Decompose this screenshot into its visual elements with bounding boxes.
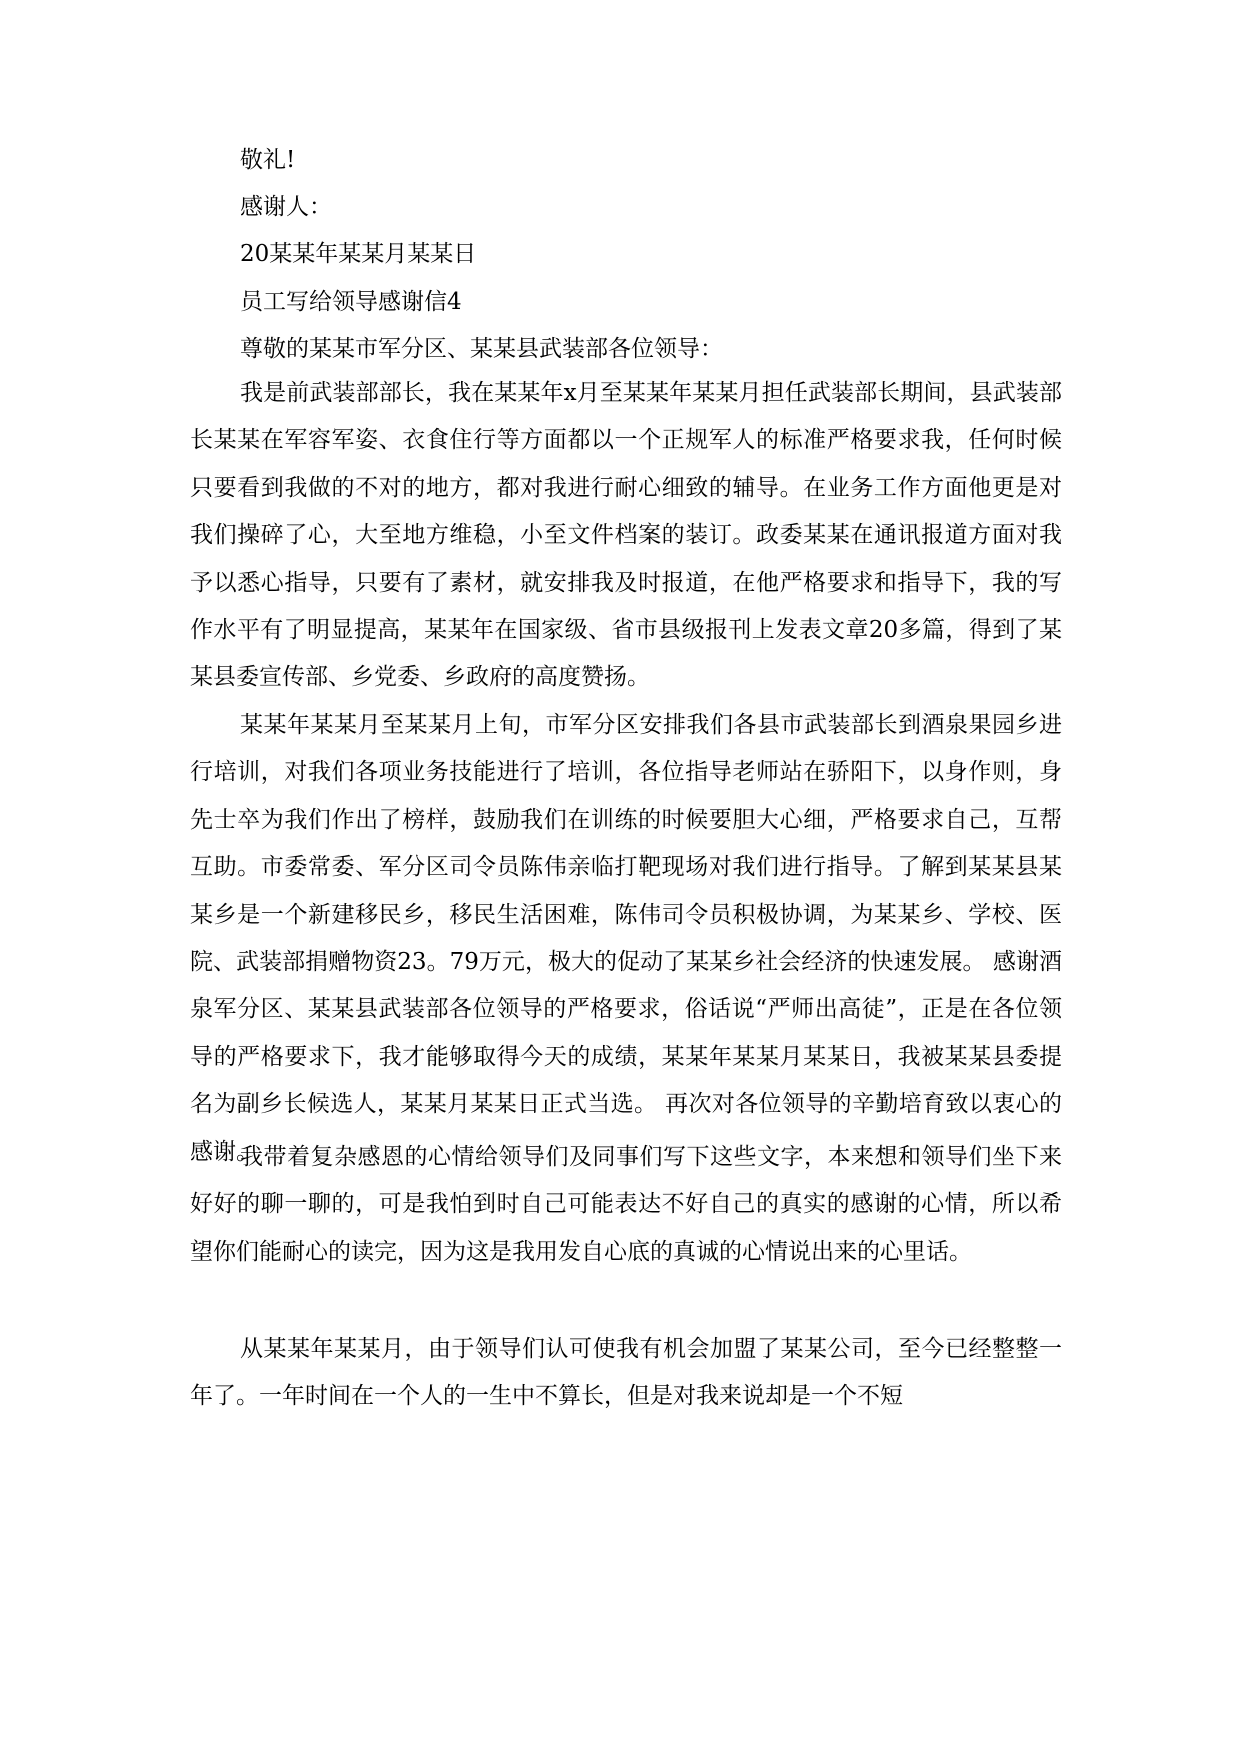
letter-date: 20某某年某某月某某日 <box>240 241 477 267</box>
letter-greeting: 尊敬的某某市军分区、某某县武装部各位领导： <box>240 336 723 362</box>
letter-title: 员工写给领导感谢信4 <box>240 289 462 315</box>
body-paragraph-3: 我带着复杂感恩的心情给领导们及同事们写下这些文字，本来想和领导们坐下来好好的聊一聊的，可是我怕到时自己可能表达不好自己的真实的感谢的心情，所以希望你们能耐心的读完，因为这是我用发自心底的真诚的心情说出来的心里话。 <box>190 1144 1062 1265</box>
thanker-label: 感谢人： <box>240 194 332 220</box>
body-paragraph-2: 某某年某某月至某某月上旬，市军分区安排我们各县市武装部长到酒泉果园乡进行培训，对我们各项业务技能进行了培训，各位指导老师站在骄阳下，以身作则，身先士卒为我们作出了榜样，鼓励我们在训练的时候要胆大心细，严格要求自己，互帮互助。市委常委、军分区司令员陈伟亲临打靶现场对我们进行指导。了解到某某县某某乡是一个新建移民乡，移民生活困难，陈伟司令员积极协调，为某某乡、学校、医院、武装部捐赠物资23。79万元，极大的促动了某某乡社会经济的快速发展。 感谢酒泉军分区、某某县武装部各位领导的严格要求，俗话说“严师出高徒”，正是在各位领导的严格要求下，我才能够取得今天的成绩，某某年某某月某某日，我被某某县委提名为副乡长候选人，某某月某某日正式当选。 再次对各位领导的辛勤培育致以衷心的感谢。 <box>190 712 1062 1165</box>
closing-salute: 敬礼! <box>240 147 296 173</box>
body-paragraph-1: 我是前武装部部长，我在某某年x月至某某年某某月担任武装部长期间，县武装部长某某在军容军姿、衣食住行等方面都以一个正规军人的标准严格要求我，任何时候只要看到我做的不对的地方，都对我进行耐心细致的辅导。在业务工作方面他更是对我们操碎了心，大至地方维稳，小至文件档案的装订。政委某某在通讯报道方面对我予以悉心指导，只要有了素材，就安排我及时报道，在他严格要求和指导下，我的写作水平有了明显提高，某某年在国家级、省市县级报刊上发表文章20多篇，得到了某某县委宣传部、乡党委、乡政府的高度赞扬。 <box>190 380 1062 691</box>
body-paragraph-4: 从某某年某某月，由于领导们认可使我有机会加盟了某某公司，至今已经整整一年了。一年时间在一个人的一生中不算长，但是对我来说却是一个不短 <box>190 1336 1062 1410</box>
